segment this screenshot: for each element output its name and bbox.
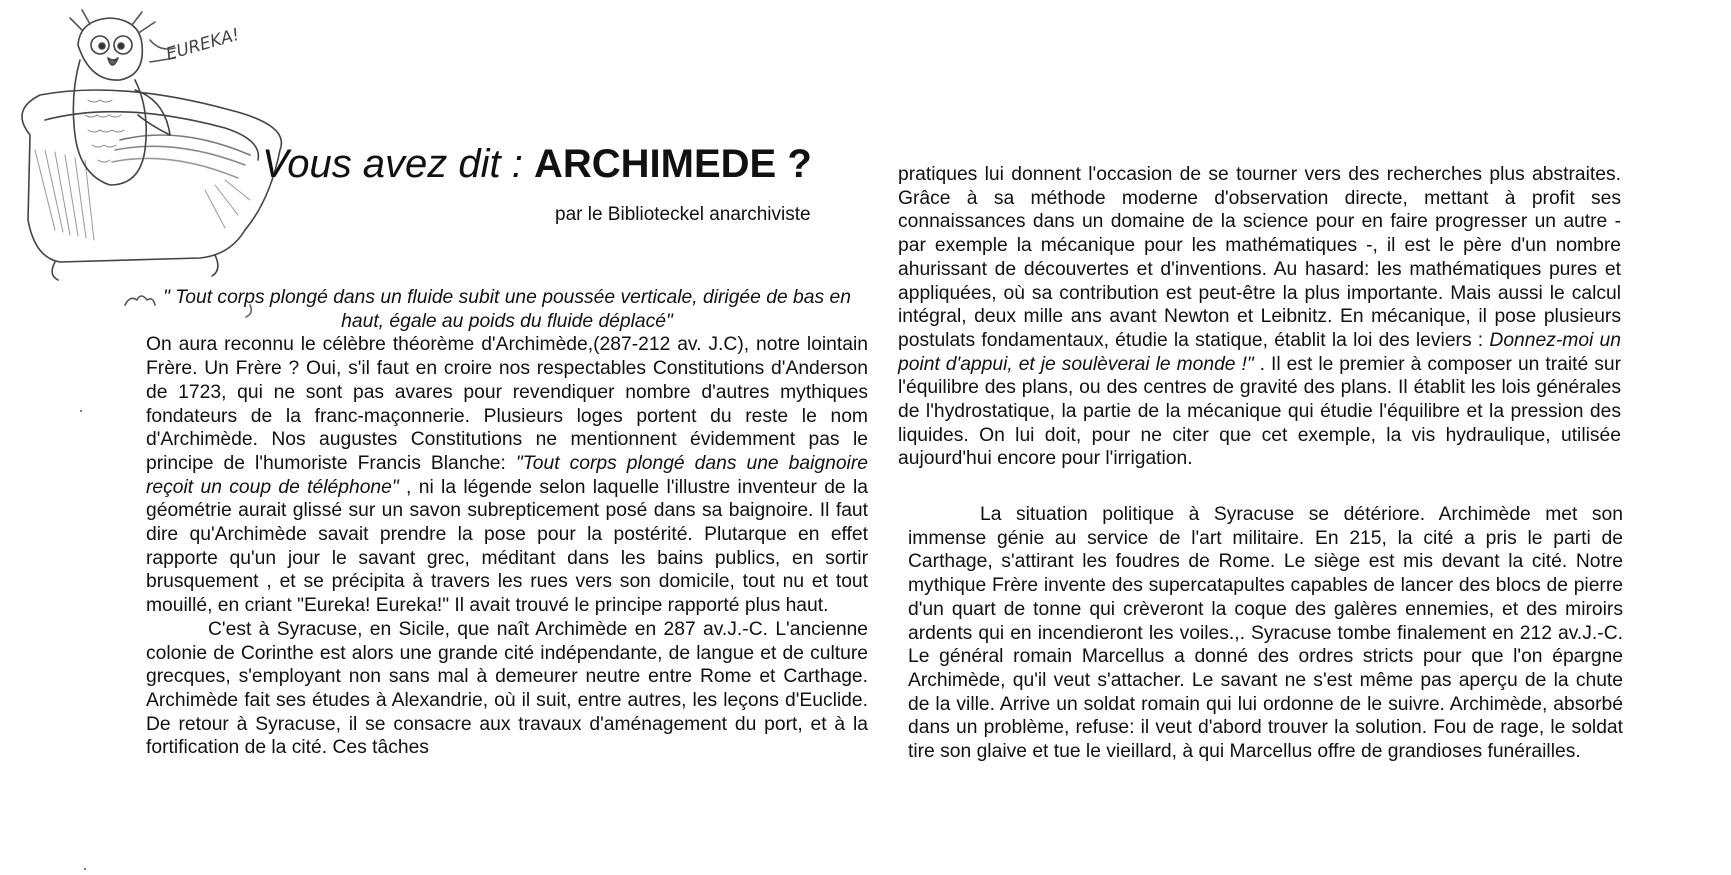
francis-blanche-quote: "Tout corps plongé dans une baignoire reçoit un coup de téléphone": [146, 452, 868, 498]
scan-speck: [80, 410, 82, 412]
left-p1-text-a: On aura reconnu le célèbre théorème d'Archimède,(287-212 av. J.C), notre lointain Frère. Un Frère ? Oui, s'il faut en croire nos respectables Constitutions d'Anderson de 1723, qui ne sont pas avares pour revendiquer nombre d'autres mythiques fondateurs de la franc-maçonnerie. Plusieurs loges portent du reste le nom d'Archimède. Nos augustes Constitutions ne mentionnent évidemment pas le principe de l'humoriste Francis Blanche:: [146, 334, 868, 474]
title-prefix: Vous avez dit :: [262, 142, 534, 186]
right-column-bottom: [908, 503, 1623, 764]
left-p1-text-b: , ni la légende selon laquelle l'illustre inventeur de la géométrie aurait glissé sur un savon subrepticement posé dans sa baignoire. Il faut dire qu'Archimède savait prendre la pose pour la postérité. Plutarque en effet rapporte qu'un jour le savant grec, méditant dans les bains publics, en sortir brusquement , et se précipita à travers les rues vers son domicile, tout nu et tout mouillé, en criant "Eureka! Eureka!" Il avait trouvé le principe rapporté plus haut.: [146, 476, 868, 617]
eureka-speech: EUREKA!: [163, 24, 242, 65]
left-paragraph-2: C'est à Syracuse, en Sicile, que naît Archimède en 287 av.J.-C. L'ancienne colonie de Corinthe est alors une grande cité indépendante, de langue et de culture grecques, s'employant non sans mal à demeurer neutre entre Rome et Carthage. Archimède fait ses études à Alexandrie, où il suit, entre autres, les leçons d'Euclide. De retour à Syracuse, il se consacre aux travaux d'aménagement du port, et à la fortification de la cité. Ces tâches: [146, 618, 868, 759]
byline: par le Biblioteckel anarchiviste: [555, 204, 811, 225]
right-paragraph-1: [898, 163, 1621, 471]
archimedes-principle-quote: " Tout corps plongé dans un fluide subit une poussée verticale, dirigée de bas en haut, égale au poids du fluide déplacé": [163, 287, 851, 332]
left-column: [146, 286, 868, 791]
scan-speck: [84, 868, 86, 870]
right-p1-text-b: . Il est le premier à composer un traité sur l'équilibre des plans, ou des centres de gravité des plans. Il établit les lois générales de l'hydrostatique, la partie de la mécanique qui étudie l'équilibre et la pression des liquides. On lui doit, pour ne citer que cet exemple, la vis hydraulique, utilisée aujourd'hui encore pour l'irrigation.: [898, 353, 1621, 470]
right-column-top: [898, 163, 1621, 471]
page-title: [262, 140, 812, 188]
lever-quote: Donnez-moi un point d'appui, et je soulèverai le monde !": [898, 329, 1621, 375]
title-name: ARCHIMEDE ?: [534, 142, 812, 186]
left-paragraph-1: [146, 333, 868, 617]
right-paragraph-2: La situation politique à Syracuse se détériore. Archimède met son immense génie au service de l'art militaire. En 215, la cité a pris le parti de Carthage, s'attirant les foudres de Rome. Le siège est mis devant la cité. Notre mythique Frère invente des supercatapultes capables de lancer des blocs de pierre d'un quart de tonne qui crèveront la coque des galères ennemies, et des miroirs ardents qui en incendieront les voiles.,. Syracuse tombe finalement en 212 av.J.-C. Le général romain Marcellus a donné des ordres stricts pour que l'on épargne Archimède, qu'il veut s'attacher. Le savant ne s'est même pas aperçu de la chute de la ville. Arrive un soldat romain qui lui ordonne de le suivre. Archimède, absorbé dans un problème, refuse: il veut d'abord trouver la solution. Fou de rage, le soldat tire son glaive et tue le vieillard, à qui Marcellus offre de grandioses funérailles.: [908, 504, 1623, 763]
right-p1-text-a: pratiques lui donnent l'occasion de se tourner vers des recherches plus abstraites. Grâce à sa méthode moderne d'observation directe, mettant à profit ses connaissances dans un domaine de la science pour en faire progresser un autre -par exemple la mécanique pour les mathématiques -, il est le père d'un nombre ahurissant de découvertes et d'inventions. Au hasard: les mathématiques pures et appliquées, où sa contribution est peut-être la plus importante. Mais aussi le calcul intégral, deux mille ans avant Newton et Leibnitz. En mécanique, il pose plusieurs postulats fondamentaux, étudie la statique, établit la loi des leviers :: [898, 164, 1621, 351]
